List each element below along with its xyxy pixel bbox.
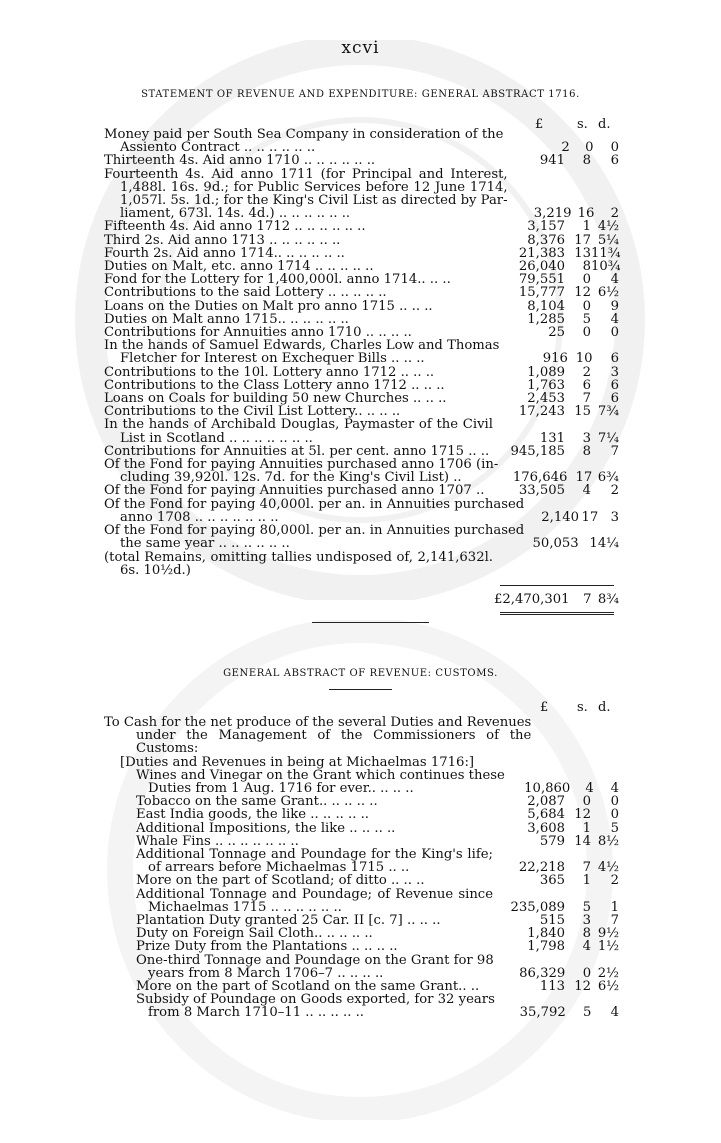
row-description-line: Additional Impositions, the like .. .. .. .. bbox=[136, 821, 396, 835]
row-pence: 4 bbox=[610, 1005, 619, 1021]
row-pounds: 8,104 bbox=[527, 298, 565, 314]
row-pence: 3 bbox=[610, 509, 619, 525]
row-pence: 6 bbox=[610, 351, 619, 367]
row-pounds: 1,285 bbox=[527, 311, 565, 327]
row-description-line: under the Management of the Commissioners of the bbox=[136, 729, 532, 743]
row-description-line: 1,057l. 5s. 1d.; for the King's Civil List as directed by Par- bbox=[120, 194, 508, 208]
row-description-line: Tobacco on the same Grant.. .. .. .. .. bbox=[136, 795, 378, 809]
row-shillings: 0 bbox=[585, 140, 594, 156]
row-description bbox=[104, 940, 499, 953]
row-description-line: years from 8 March 1706–7 .. .. .. .. bbox=[148, 966, 384, 981]
row-description-line: [Duties and Revenues in being at Michaelmas 1716:] bbox=[120, 755, 475, 769]
total-row bbox=[494, 593, 619, 606]
row-description-line: Loans on the Duties on Malt pro anno 1715 .. .. .. bbox=[104, 299, 433, 313]
row-description-line: Fourteenth 4s. Aid anno 1711 (for Principal and Interest, bbox=[104, 167, 508, 181]
row-pence: 6½ bbox=[597, 285, 619, 301]
row-pounds: 1,840 bbox=[527, 926, 565, 942]
section-heading-text: STATEMENT OF REVENUE AND EXPENDITURE: GENERAL ABSTRACT 1716. bbox=[141, 89, 580, 100]
column-header-pounds-2: £ bbox=[540, 700, 549, 715]
row-pence: 8½ bbox=[597, 833, 619, 849]
row-description-line: Loans on Coals for building 50 new Churches .. .. .. bbox=[104, 392, 447, 406]
row-pounds: 22,218 bbox=[518, 860, 565, 876]
row-description-line: Contributions for Annuities anno 1710 .. .. .. .. bbox=[104, 326, 412, 340]
table-row bbox=[104, 822, 619, 835]
row-pence: 6¾ bbox=[597, 470, 619, 486]
row-pence: 4½ bbox=[597, 860, 619, 876]
row-description bbox=[104, 756, 499, 769]
row-pence: 4 bbox=[610, 311, 619, 327]
row-shillings: 6 bbox=[582, 377, 591, 393]
row-pence: 0 bbox=[610, 794, 619, 810]
row-shillings: 8 bbox=[582, 443, 591, 459]
total-rule-bottom-double bbox=[500, 614, 614, 615]
row-description bbox=[104, 326, 499, 339]
row-shillings: 0 bbox=[582, 298, 591, 314]
row-shillings: 5 bbox=[582, 899, 591, 915]
table-row bbox=[104, 940, 619, 953]
row-description bbox=[104, 874, 499, 887]
row-description bbox=[104, 273, 499, 286]
row-pence: 6 bbox=[610, 377, 619, 393]
heading-underline bbox=[329, 689, 392, 690]
row-description-line: Additional Tonnage and Poundage for the King's life; bbox=[136, 848, 493, 862]
row-description-line: More on the part of Scotland; of ditto .. .. .. bbox=[136, 874, 425, 888]
row-pounds: 235,089 bbox=[510, 899, 565, 915]
row-pence: 9 bbox=[610, 298, 619, 314]
row-description-line: To Cash for the net produce of the several Duties and Revenues bbox=[104, 716, 532, 730]
row-pence: 7 bbox=[610, 443, 619, 459]
row-description-line: 6s. 10½d.) bbox=[120, 563, 191, 577]
row-pence: 2½ bbox=[597, 965, 619, 981]
row-pence: 2 bbox=[610, 483, 619, 499]
row-pence: 0 bbox=[610, 325, 619, 341]
row-description bbox=[104, 234, 499, 247]
row-description bbox=[104, 498, 530, 524]
row-description bbox=[104, 524, 530, 550]
row-pounds: 916 bbox=[542, 351, 568, 367]
row-shillings: 0 bbox=[582, 272, 591, 288]
row-description-line: of arrears before Michaelmas 1715 .. .. bbox=[148, 861, 410, 875]
row-shillings: 3 bbox=[582, 913, 591, 929]
row-description bbox=[104, 980, 499, 993]
row-description-line: Of the Fond for paying 80,000l. per an. in Annuities purchased bbox=[104, 524, 525, 538]
row-pounds: 941 bbox=[539, 153, 565, 169]
row-description bbox=[104, 247, 499, 260]
row-shillings: 7 bbox=[582, 860, 591, 876]
table-row bbox=[104, 313, 619, 326]
row-shillings: 1 bbox=[582, 219, 591, 235]
row-pence: 2 bbox=[610, 873, 619, 889]
total-rule-top bbox=[500, 585, 614, 586]
row-description bbox=[104, 954, 500, 980]
table-row bbox=[104, 848, 619, 874]
row-description-line: Additional Tonnage and Poundage; of Revenue since bbox=[136, 887, 493, 901]
row-pounds: 79,551 bbox=[518, 272, 565, 288]
table-row bbox=[104, 954, 619, 980]
row-shillings: 1 bbox=[582, 873, 591, 889]
row-description-line: In the hands of Archibald Douglas, Paymaster of the Civil bbox=[104, 418, 493, 432]
row-description-line: Contributions to the Class Lottery anno 1712 .. .. .. bbox=[104, 378, 445, 393]
row-description-line: Fletcher for Interest on Exchequer Bills .. .. .. bbox=[120, 352, 425, 366]
row-shillings: 17 bbox=[581, 509, 599, 525]
table-row bbox=[104, 484, 619, 497]
row-description-line: Assiento Contract .. .. .. .. .. .. bbox=[120, 141, 316, 155]
row-pounds: 21,383 bbox=[518, 245, 565, 261]
row-shillings: 7 bbox=[582, 391, 591, 407]
column-header-pence-2: d. bbox=[598, 700, 611, 715]
table-row bbox=[104, 458, 619, 484]
row-description-line: Contributions for Annuities at 5l. per cent. anno 1715 .. .. bbox=[104, 444, 490, 459]
table-row bbox=[104, 756, 619, 769]
row-pounds: 35,792 bbox=[519, 1005, 566, 1021]
table-row bbox=[104, 716, 619, 756]
row-description-line: Subsidy of Poundage on Goods exported, for 32 years bbox=[136, 993, 495, 1007]
table-row bbox=[104, 993, 619, 1019]
row-description bbox=[104, 795, 499, 808]
row-pounds: 2,140 bbox=[541, 509, 580, 525]
row-pounds: 131 bbox=[539, 430, 565, 446]
table-row bbox=[104, 286, 619, 299]
row-pounds: 945,185 bbox=[510, 443, 565, 459]
row-shillings: 12 bbox=[574, 807, 591, 823]
total-shillings: 7 bbox=[583, 592, 592, 607]
row-description-line: Duties from 1 Aug. 1716 for ever.. .. .. .. bbox=[148, 782, 414, 796]
row-shillings: 4 bbox=[585, 781, 594, 797]
section-heading-customs bbox=[0, 668, 721, 679]
row-pounds: 3,157 bbox=[527, 219, 565, 235]
table-row bbox=[104, 339, 619, 365]
row-shillings: 2 bbox=[582, 364, 591, 380]
row-description-line: Contributions to the Civil List Lottery.. .. .. .. bbox=[104, 405, 401, 419]
row-shillings: 12 bbox=[574, 285, 591, 301]
row-description-line: Duty on Foreign Sail Cloth.. .. .. .. .. bbox=[136, 927, 373, 941]
row-description-line: Of the Fond for paying 40,000l. per an. in Annuities purchased bbox=[104, 497, 525, 511]
row-description-line: List in Scotland .. .. .. .. .. .. .. bbox=[120, 431, 313, 445]
row-pence: 4¼ bbox=[597, 536, 619, 552]
table-row bbox=[104, 220, 619, 233]
row-pounds: 50,053 bbox=[532, 536, 579, 552]
row-shillings: 17 bbox=[574, 232, 591, 248]
table-row bbox=[104, 405, 619, 418]
row-description-line: the same year .. .. .. .. .. .. bbox=[120, 537, 290, 551]
row-description-line: 1,488l. 16s. 9d.; for Public Services before 12 June 1714, bbox=[120, 180, 508, 195]
row-pence: 7 bbox=[610, 913, 619, 929]
row-description-line: More on the part of Scotland on the same Grant.. .. bbox=[136, 980, 480, 994]
row-description-line: Third 2s. Aid anno 1713 .. .. .. .. .. .. bbox=[104, 233, 341, 247]
row-description bbox=[104, 260, 499, 273]
table-row bbox=[104, 498, 619, 524]
row-shillings: 5 bbox=[583, 1005, 592, 1021]
row-description-line: Duties on Malt anno 1715.. .. .. .. .. .. bbox=[104, 312, 349, 327]
row-pence: 9½ bbox=[597, 926, 619, 942]
row-description bbox=[104, 128, 509, 154]
row-description-line: One-third Tonnage and Poundage on the Grant for 98 bbox=[136, 953, 494, 967]
table-row bbox=[104, 980, 619, 993]
row-description bbox=[104, 822, 499, 835]
row-pounds: 3,219 bbox=[533, 206, 572, 222]
row-shillings: 8 bbox=[582, 259, 591, 275]
row-pounds: 365 bbox=[539, 873, 565, 889]
row-description bbox=[104, 366, 499, 379]
row-description bbox=[104, 339, 505, 365]
row-shillings: 4 bbox=[582, 483, 591, 499]
row-description-line: Money paid per South Sea Company in consideration of the bbox=[104, 128, 504, 142]
table-row bbox=[104, 300, 619, 313]
table-row bbox=[104, 445, 619, 458]
table-row bbox=[104, 234, 619, 247]
row-pounds: 25 bbox=[548, 325, 565, 341]
row-shillings: 0 bbox=[582, 325, 591, 341]
revenue-table bbox=[104, 128, 619, 577]
row-pounds: 579 bbox=[539, 833, 565, 849]
row-pounds: 26,040 bbox=[518, 259, 565, 275]
row-pounds: 2,087 bbox=[527, 794, 565, 810]
row-description-line: Wines and Vinegar on the Grant which continues these bbox=[136, 768, 505, 783]
row-description bbox=[104, 286, 499, 299]
row-description-line: Fourth 2s. Aid anno 1714.. .. .. .. .. .. bbox=[104, 246, 345, 261]
row-description bbox=[104, 405, 499, 418]
row-pence: 5 bbox=[610, 820, 619, 836]
row-description-line: (total Remains, omitting tallies undisposed of, 2,141,632l. bbox=[104, 550, 493, 564]
row-pence: 4 bbox=[610, 781, 619, 797]
row-description bbox=[104, 484, 499, 497]
row-description bbox=[104, 808, 499, 821]
table-row bbox=[104, 835, 619, 848]
row-pounds: 10,860 bbox=[524, 781, 571, 797]
total-rule-bottom bbox=[500, 612, 614, 613]
row-pounds: 113 bbox=[539, 979, 565, 995]
row-description bbox=[104, 769, 511, 795]
row-pence: 5¼ bbox=[597, 232, 619, 248]
row-description bbox=[104, 392, 499, 405]
row-description-line: Prize Duty from the Plantations .. .. .. .. bbox=[136, 940, 398, 954]
row-description-line: from 8 March 1710–11 .. .. .. .. .. bbox=[148, 1006, 364, 1020]
table-row bbox=[104, 366, 619, 379]
row-description-line: Duties on Malt, etc. anno 1714 .. .. .. .. .. bbox=[104, 260, 374, 274]
row-pounds: 2,453 bbox=[527, 391, 565, 407]
row-description bbox=[104, 716, 537, 756]
row-pounds: 2 bbox=[561, 140, 570, 156]
row-shillings: 0 bbox=[582, 965, 592, 981]
row-shillings: 4 bbox=[582, 939, 591, 955]
row-pence: 0 bbox=[610, 807, 619, 823]
row-description-line: Of the Fond for paying Annuities purchased anno 1707 .. bbox=[104, 484, 485, 498]
table-row bbox=[104, 326, 619, 339]
row-pounds: 8,376 bbox=[527, 232, 565, 248]
column-header-pounds: £ bbox=[535, 117, 544, 132]
row-description-line: cluding 39,920l. 12s. 7d. for the King's Civil List) .. bbox=[120, 471, 462, 485]
row-description-line: anno 1708 .. .. .. .. .. .. .. bbox=[120, 510, 279, 525]
customs-table bbox=[104, 716, 619, 1020]
row-pounds: 86,329 bbox=[519, 965, 566, 981]
total-pence: 8¾ bbox=[597, 592, 619, 607]
row-description bbox=[104, 418, 499, 444]
row-pounds: 1,798 bbox=[527, 939, 565, 955]
row-description-line: Customs: bbox=[136, 742, 199, 756]
row-description bbox=[104, 154, 499, 167]
row-pence: 7¼ bbox=[597, 430, 619, 446]
row-pounds: 33,505 bbox=[518, 483, 565, 499]
row-shillings: 5 bbox=[582, 311, 591, 327]
row-description-line: Contributions to the said Lottery .. .. .. .. .. bbox=[104, 286, 387, 300]
row-description bbox=[104, 888, 499, 914]
total-pounds: £2,470,301 bbox=[494, 592, 570, 607]
row-pence: 4½ bbox=[597, 219, 619, 235]
page-number: xcvi bbox=[341, 38, 380, 58]
table-row bbox=[104, 874, 619, 887]
row-pence: 11¾ bbox=[591, 245, 621, 261]
table-row bbox=[104, 168, 619, 221]
section-heading-general-abstract bbox=[0, 89, 721, 100]
row-pence: 1 bbox=[610, 899, 619, 915]
row-pounds: 3,608 bbox=[527, 820, 565, 836]
row-description bbox=[104, 220, 499, 233]
row-pence: 1½ bbox=[597, 939, 619, 955]
table-row bbox=[104, 888, 619, 914]
row-pounds: 1,763 bbox=[527, 377, 565, 393]
row-shillings: 8 bbox=[582, 926, 591, 942]
row-pounds: 17,243 bbox=[518, 404, 565, 420]
row-description bbox=[104, 848, 499, 874]
row-shillings: 12 bbox=[574, 979, 591, 995]
row-description-line: Michaelmas 1715 .. .. .. .. .. .. bbox=[148, 900, 342, 915]
column-header-shillings-2: s. bbox=[577, 700, 588, 715]
row-description bbox=[104, 445, 499, 458]
row-pounds: 1,089 bbox=[527, 364, 565, 380]
row-shillings: 0 bbox=[582, 794, 591, 810]
row-pence: 6 bbox=[610, 391, 619, 407]
row-description bbox=[104, 914, 499, 927]
table-row bbox=[104, 808, 619, 821]
table-row bbox=[104, 128, 619, 154]
row-shillings: 17 bbox=[575, 470, 593, 486]
row-description-line: Of the Fond for paying Annuities purchased anno 1706 (in- bbox=[104, 458, 499, 472]
row-description bbox=[104, 300, 499, 313]
row-description-line: Whale Fins .. .. .. .. .. .. .. bbox=[136, 834, 299, 849]
column-header-pence: d. bbox=[598, 117, 611, 132]
section-heading-text: GENERAL ABSTRACT OF REVENUE: CUSTOMS. bbox=[223, 668, 498, 679]
row-shillings: 16 bbox=[577, 206, 595, 222]
row-pence: 4 bbox=[610, 272, 619, 288]
row-description bbox=[104, 993, 501, 1019]
row-shillings: 14 bbox=[574, 833, 591, 849]
row-shillings: 10 bbox=[575, 351, 593, 367]
row-description bbox=[104, 458, 504, 484]
row-pounds: 515 bbox=[539, 913, 565, 929]
row-pounds: 5,684 bbox=[527, 807, 565, 823]
table-row bbox=[104, 524, 619, 550]
row-description bbox=[104, 313, 499, 326]
row-shillings: 15 bbox=[574, 404, 591, 420]
row-pence: 0 bbox=[610, 140, 619, 156]
row-description-line: East India goods, the like .. .. .. .. .. bbox=[136, 808, 369, 822]
row-description-line: In the hands of Samuel Edwards, Charles Low and Thomas bbox=[104, 339, 500, 353]
row-pence: 2 bbox=[610, 206, 619, 222]
row-pence: 6 bbox=[610, 153, 619, 169]
row-description bbox=[104, 168, 514, 221]
row-pence: 6½ bbox=[597, 979, 619, 995]
column-header-shillings: s. bbox=[577, 117, 588, 132]
table-row bbox=[104, 154, 619, 167]
row-description bbox=[104, 379, 499, 392]
table-row bbox=[104, 769, 619, 795]
row-shillings: 8 bbox=[582, 153, 591, 169]
table-row bbox=[104, 418, 619, 444]
row-description bbox=[104, 551, 499, 577]
row-description-line: Thirteenth 4s. Aid anno 1710 .. .. .. .. .. .. bbox=[104, 154, 376, 168]
row-shillings: 1 bbox=[589, 536, 598, 552]
row-description bbox=[104, 927, 499, 940]
row-shillings: 13 bbox=[574, 245, 591, 261]
row-description-line: liament, 673l. 14s. 4d.) .. .. .. .. .. .. bbox=[120, 207, 351, 221]
row-description-line: Plantation Duty granted 25 Car. II [c. 7] .. .. .. bbox=[136, 914, 441, 928]
table-row bbox=[104, 551, 619, 577]
row-pounds: 176,646 bbox=[512, 470, 568, 486]
row-description bbox=[104, 835, 499, 848]
row-shillings: 1 bbox=[582, 820, 591, 836]
row-description-line: Contributions to the 10l. Lottery anno 1712 .. .. .. bbox=[104, 365, 435, 379]
row-pence: 10¾ bbox=[591, 259, 621, 275]
row-description-line: Fond for the Lottery for 1,400,000l. anno 1714.. .. .. bbox=[104, 273, 451, 287]
row-description-line: Fifteenth 4s. Aid anno 1712 .. .. .. .. .. .. bbox=[104, 220, 366, 234]
section-divider bbox=[312, 622, 429, 623]
row-pence: 3 bbox=[610, 364, 619, 380]
row-pence: 7¾ bbox=[597, 404, 619, 420]
row-pounds: 15,777 bbox=[518, 285, 565, 301]
row-shillings: 3 bbox=[582, 430, 591, 446]
